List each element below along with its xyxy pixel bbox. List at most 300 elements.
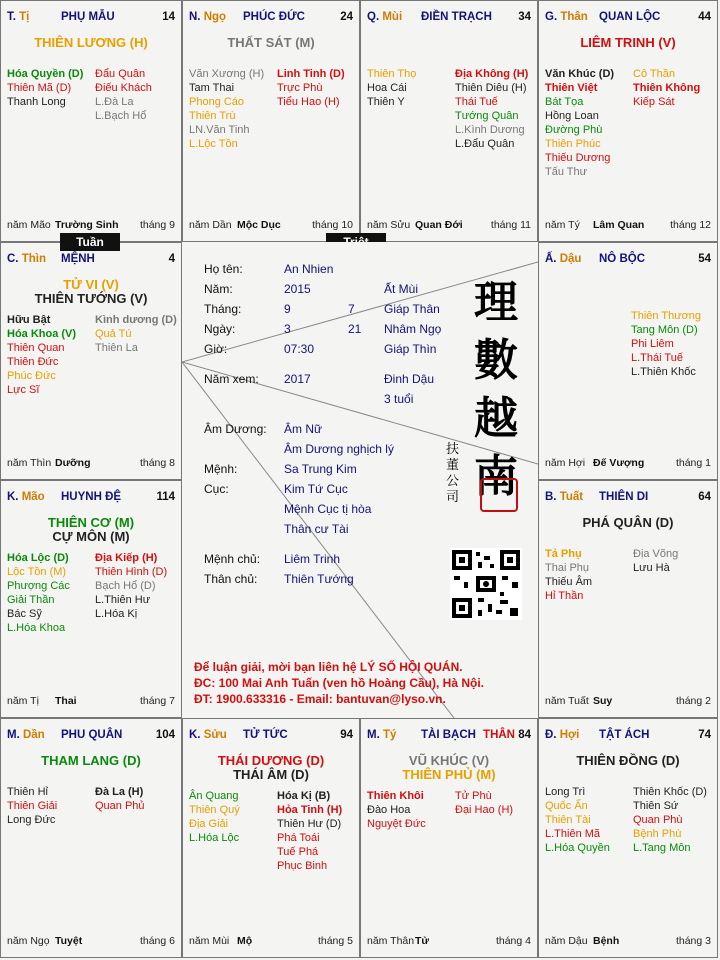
minor-star: L.Hóa Khoa — [7, 622, 66, 634]
footer-stage: Lâm Quan — [593, 219, 645, 231]
palace-branch: Tị — [19, 11, 30, 23]
footer-year: năm Thìn — [7, 457, 52, 469]
red-seal — [480, 478, 518, 512]
palace-position: Ấ. Dậu — [545, 253, 582, 265]
palace-number: 34 — [518, 11, 531, 23]
footer-month: tháng 3 — [675, 935, 711, 947]
palace-position: K. Sửu — [189, 729, 227, 741]
palace-footer — [361, 935, 537, 949]
minor-star: Thai Phụ — [545, 562, 590, 574]
view-year-value: 2017 — [284, 372, 311, 386]
palace-suu[interactable] — [182, 718, 360, 958]
palace-number: 74 — [698, 729, 711, 741]
contact-line-1: Để luận giải, mời bạn liên hệ LÝ SỐ HỘI QUÁN. — [194, 660, 463, 674]
palace-hoi[interactable] — [538, 718, 718, 958]
footer-stage: Dưỡng — [55, 457, 91, 469]
minor-star: L.Thiên Hư — [95, 594, 151, 606]
palace-number: 44 — [698, 11, 711, 23]
name-label: Họ tên: — [204, 262, 243, 276]
palace-ngo[interactable] — [182, 0, 360, 242]
minor-star: Bạch Hổ (D) — [95, 580, 156, 592]
stars-right — [631, 309, 701, 379]
calligraphy-char: 理 — [474, 277, 518, 328]
palace-mao[interactable] — [0, 480, 182, 718]
palace-number: 64 — [698, 491, 711, 503]
small-seal-text — [446, 442, 462, 506]
minor-star: Địa Không (H) — [455, 68, 529, 80]
minor-star: L.Hóa Lộc — [189, 832, 240, 844]
minor-star: Thiên Phúc — [545, 138, 601, 150]
minor-star: Thiên Quý — [189, 804, 240, 816]
minor-star: Ân Quang — [189, 790, 239, 802]
minor-star: Bệnh Phù — [633, 828, 682, 840]
minor-star: Đà La (H) — [95, 786, 144, 798]
palace-header — [1, 729, 181, 745]
palace-than[interactable] — [538, 0, 718, 242]
menh-label: Mệnh: — [204, 462, 238, 476]
minor-star: Điếu Khách — [95, 82, 152, 94]
minor-star: Thiên Quan — [7, 342, 65, 354]
palace-dan[interactable] — [0, 718, 182, 958]
day-can: Nhâm Ngọ — [384, 322, 442, 336]
stars-right — [633, 785, 707, 855]
palace-name: TỬ TỨC — [243, 729, 288, 741]
minor-star: Hữu Bật — [7, 314, 51, 326]
palace-branch: Tý — [382, 729, 397, 741]
footer-month: tháng 1 — [675, 457, 711, 469]
palace-footer — [539, 695, 717, 709]
palace-tuat[interactable] — [538, 480, 718, 718]
palace-header — [1, 11, 181, 27]
minor-star: Hóa Khoa (V) — [7, 328, 77, 340]
footer-month: tháng 7 — [139, 695, 175, 707]
footer-year: năm Dần — [189, 219, 232, 231]
palace-header — [1, 491, 181, 507]
cuc-label: Cục: — [204, 482, 229, 496]
stars-right — [633, 67, 700, 109]
palace-number: 94 — [340, 729, 353, 741]
minor-star: Bát Tọa — [545, 96, 584, 108]
palace-thin[interactable] — [0, 242, 182, 480]
footer-month: tháng 9 — [139, 219, 175, 231]
minor-star: Tướng Quân — [455, 110, 519, 122]
minor-star: Thiên Tài — [545, 814, 591, 826]
palace-ty[interactable] — [360, 718, 538, 958]
minor-star: Cô Thần — [633, 68, 675, 80]
footer-year: năm Tị — [7, 695, 39, 707]
cuc-note-1: Mệnh Cục tị hòa — [284, 502, 372, 516]
minor-star: Long Trì — [545, 786, 586, 798]
footer-stage: Suy — [593, 695, 613, 707]
main-star: THIÊN ĐỒNG (D) — [576, 753, 680, 768]
minor-star: Thiên Mã (D) — [7, 82, 72, 94]
stars-left — [545, 547, 592, 603]
palace-footer — [183, 219, 359, 233]
palace-branch: Ngọ — [203, 11, 227, 23]
palace-position: G. Thân — [545, 11, 588, 23]
minor-star: Bác Sỹ — [7, 608, 42, 620]
main-star: THẤT SÁT (M) — [227, 35, 315, 50]
minor-star: Giải Thần — [7, 594, 55, 606]
minor-star: Long Đức — [7, 814, 56, 826]
minor-star: Kiếp Sát — [633, 96, 675, 108]
palace-header — [361, 11, 537, 27]
minor-star: Phá Toái — [277, 832, 320, 844]
palace-header — [183, 729, 359, 745]
main-star: TỬ VI (V) — [63, 277, 119, 292]
stars-left — [7, 785, 57, 827]
stars-right — [277, 67, 345, 109]
minor-star: Quốc Ấn — [545, 800, 588, 812]
minor-star: Hồng Loan — [545, 110, 599, 122]
minor-star: Thiếu Âm — [545, 576, 593, 588]
palace-header — [361, 729, 537, 745]
palace-name: ĐIỀN TRẠCH — [421, 11, 492, 23]
minor-star: Thiên Không — [633, 82, 701, 94]
minor-star: Đào Hoa — [367, 804, 411, 816]
stars-right — [95, 313, 177, 355]
palace-branch: Tuất — [559, 491, 584, 503]
minor-star: Thiên Việt — [545, 82, 598, 94]
minor-star: Linh Tinh (D) — [277, 68, 345, 80]
calligraphy-logo — [464, 274, 528, 506]
palace-position: Q. Mùi — [367, 11, 403, 23]
minor-star: Phong Cáo — [189, 96, 245, 108]
main-star: LIÊM TRINH (V) — [580, 35, 676, 50]
palace-name: MỆNH — [61, 253, 95, 265]
palace-number: 14 — [162, 11, 175, 23]
name-value: An Nhien — [284, 262, 334, 276]
stars-left — [189, 789, 240, 845]
amduong-note: Âm Dương nghịch lý — [284, 442, 394, 456]
palace-position: B. Tuất — [545, 491, 584, 503]
footer-year: năm Mão — [7, 219, 51, 231]
minor-star: LN.Văn Tinh — [189, 124, 250, 136]
palace-footer — [361, 219, 537, 233]
minor-star: Kình dương (D) — [95, 314, 177, 326]
minor-star: Hoa Cái — [367, 82, 407, 94]
minor-star: L.Tang Môn — [633, 842, 691, 854]
palace-footer — [539, 935, 717, 949]
main-star: THÁI ÂM (D) — [233, 767, 309, 782]
main-star: THAM LANG (D) — [41, 753, 141, 768]
contact-line-3[interactable]: ĐT: 1900.633316 - Email: bantuvan@lyso.vn. — [194, 692, 446, 706]
minor-star: L.Đà La — [95, 96, 134, 108]
palace-name: PHỤ MẪU — [61, 11, 115, 23]
minor-star: Thiên Giải — [7, 800, 58, 812]
menh-chu-value: Liêm Trinh — [284, 552, 341, 566]
palace-number: 84 — [518, 729, 531, 741]
footer-stage: Tuyệt — [55, 935, 83, 947]
footer-year: năm Tý — [545, 219, 580, 231]
minor-star: Lưu Hà — [633, 562, 670, 574]
minor-star: Thiên Trù — [189, 110, 236, 122]
footer-stage: Mộ — [237, 935, 253, 947]
year-value: 2015 — [284, 282, 311, 296]
minor-star: Tử Phù — [455, 790, 492, 802]
amduong-value: Âm Nữ — [284, 422, 323, 436]
stars-left — [367, 67, 416, 109]
minor-star: Hóa Kị (B) — [277, 790, 331, 802]
minor-star: L.Lộc Tồn — [189, 138, 238, 150]
minor-star: Đại Hao (H) — [455, 804, 514, 816]
minor-star: Thiên Đức — [7, 356, 59, 368]
footer-stage: Quan Đới — [415, 219, 463, 231]
hour-label: Giờ: — [204, 342, 228, 356]
main-star: THIÊN LƯƠNG (H) — [34, 35, 148, 50]
qr-code[interactable] — [450, 548, 522, 620]
palace-header — [1, 253, 181, 269]
palace-name: TẬT ÁCH — [599, 729, 650, 741]
minor-star: Văn Xương (H) — [189, 68, 265, 80]
palace-name: HUYNH ĐỆ — [61, 491, 122, 503]
minor-star: Tuế Phá — [277, 846, 319, 858]
footer-month: tháng 10 — [312, 219, 353, 231]
minor-star: L.Thiên Khốc — [631, 366, 696, 378]
minor-star: Thiên Hư (D) — [277, 818, 342, 830]
stars-left — [7, 551, 70, 635]
main-star: THÁI DƯƠNG (D) — [217, 753, 325, 768]
minor-star: Thiên Thương — [631, 310, 702, 322]
minor-star: Phúc Đức — [7, 370, 56, 382]
minor-star: Tả Phụ — [545, 548, 582, 560]
seal-char: 扶 — [446, 442, 460, 457]
minor-star: Thiên Hình (D) — [95, 566, 168, 578]
footer-year: năm Thân — [367, 935, 415, 947]
minor-star: Văn Khúc (D) — [545, 68, 615, 80]
than-marker: THÂN — [483, 729, 515, 741]
stars-left — [367, 789, 426, 831]
day-solar: 3 — [284, 322, 291, 336]
palace-footer — [1, 219, 181, 233]
palace-footer — [1, 695, 181, 709]
calligraphy-char: 南 — [474, 451, 518, 502]
palace-mui[interactable] — [360, 0, 538, 242]
main-star: THIÊN CƠ (M) — [47, 515, 135, 530]
minor-star: Hỏa Tinh (H) — [277, 804, 343, 816]
minor-star: Đường Phù — [545, 124, 603, 136]
month-solar: 9 — [284, 302, 291, 316]
stars-left — [7, 67, 83, 109]
day-label: Ngày: — [204, 322, 236, 336]
stars-right — [633, 547, 678, 575]
palace-dau[interactable] — [538, 242, 718, 480]
footer-month: tháng 11 — [490, 219, 531, 231]
minor-star: Tam Thai — [189, 82, 235, 94]
palace-footer — [1, 457, 181, 471]
minor-star: Thiên La — [95, 342, 138, 354]
minor-star: Nguyệt Đức — [367, 818, 426, 830]
footer-year: năm Tuất — [545, 695, 589, 707]
minor-star: Quan Phù — [633, 814, 683, 826]
footer-stage: Bệnh — [593, 935, 620, 947]
view-year-label: Năm xem: — [204, 372, 259, 386]
minor-star: Thiên Khốc (D) — [633, 786, 707, 798]
footer-month: tháng 4 — [495, 935, 531, 947]
palace-name: NÔ BỘC — [599, 253, 645, 265]
footer-stage: Đế Vượng — [593, 457, 645, 469]
minor-star: Thiên Diêu (H) — [455, 82, 527, 94]
footer-stage: Trường Sinh — [55, 219, 119, 231]
palace-position: Đ. Hợi — [545, 729, 580, 741]
menh-value: Sa Trung Kim — [284, 462, 357, 476]
minor-star: Phi Liêm — [631, 338, 674, 350]
stars-left — [189, 67, 264, 151]
minor-star: Thiên Sứ — [633, 800, 679, 812]
view-year-can: Đinh Dậu — [384, 372, 435, 386]
age-value: 3 tuổi — [384, 392, 414, 406]
palace-header — [183, 11, 359, 27]
minor-star: Phượng Các — [7, 580, 70, 592]
palace-footer — [539, 219, 717, 233]
palace-footer — [183, 935, 359, 949]
month-label: Tháng: — [204, 302, 242, 316]
palace-header — [539, 11, 717, 27]
palace-branch: Thìn — [21, 253, 46, 265]
footer-month: tháng 2 — [675, 695, 711, 707]
year-label: Năm: — [204, 282, 233, 296]
footer-month: tháng 5 — [317, 935, 353, 947]
palace-branch: Dần — [22, 729, 45, 741]
footer-month: tháng 12 — [670, 219, 711, 231]
palace-position: M. Tý — [367, 729, 397, 741]
cuc-note-2: Thân cư Tài — [284, 522, 349, 536]
palace-branch: Mùi — [382, 11, 403, 23]
palace-footer — [1, 935, 181, 949]
palace-name: PHU QUÂN — [61, 729, 123, 741]
minor-star: Tiểu Hao (H) — [277, 96, 340, 108]
center-info-panel — [182, 242, 538, 718]
palace-position: K. Mão — [7, 491, 45, 503]
minor-star: Thiên Hỉ — [7, 786, 48, 798]
stars-left — [545, 67, 614, 179]
footer-stage: Mộc Dục — [237, 219, 281, 231]
palace-position: T. Tị — [7, 11, 30, 23]
minor-star: Đẩu Quân — [95, 68, 146, 80]
palace-number: 4 — [168, 253, 175, 265]
stars-right — [95, 67, 152, 123]
minor-star: Địa Kiếp (H) — [95, 552, 158, 564]
footer-month: tháng 6 — [139, 935, 175, 947]
minor-star: L.Hóa Quyền — [545, 842, 610, 854]
minor-star: Lộc Tồn (M) — [7, 566, 67, 578]
minor-star: Quan Phủ — [95, 800, 145, 812]
minor-star: Địa Giải — [189, 818, 229, 830]
than-chu-label: Thân chủ: — [204, 572, 258, 586]
minor-star: L.Thiên Mã — [545, 828, 601, 840]
day-lunar: 21 — [348, 322, 362, 336]
year-can: Ất Mùi — [384, 282, 419, 296]
calligraphy-char: 數 — [474, 335, 518, 386]
stars-right — [455, 789, 513, 817]
main-star: PHÁ QUÂN (D) — [582, 515, 674, 530]
hour-value: 07:30 — [284, 342, 315, 356]
footer-stage: Tử — [415, 935, 430, 947]
palace-position: M. Dần — [7, 729, 45, 741]
palace-header — [539, 729, 717, 745]
palace-name: PHÚC ĐỨC — [243, 11, 305, 23]
tuan-tag: Tuần — [60, 233, 120, 251]
menh-chu-label: Mệnh chủ: — [204, 552, 261, 566]
calligraphy-text — [464, 274, 528, 506]
minor-star: L.Bạch Hổ — [95, 110, 147, 122]
palace-header — [539, 491, 717, 507]
palace-number: 114 — [156, 491, 175, 503]
minor-star: L.Kình Dương — [455, 124, 525, 136]
minor-star: L.Đẩu Quân — [455, 138, 515, 150]
minor-star: Địa Võng — [633, 548, 679, 560]
month-lunar: 7 — [348, 302, 355, 316]
contact-line-2: ĐC: 100 Mai Anh Tuấn (ven hồ Hoàng Cầu), Hà Nội. — [194, 676, 485, 690]
stars-right — [455, 67, 528, 151]
seal-char: 公 — [446, 474, 460, 489]
cuc-value: Kim Tứ Cục — [284, 482, 348, 496]
minor-star: Thanh Long — [7, 96, 66, 108]
footer-year: năm Sửu — [367, 219, 411, 231]
palace-name: QUAN LỘC — [599, 11, 661, 23]
minor-star: L.Thái Tuế — [631, 352, 683, 364]
calligraphy-char: 越 — [474, 393, 518, 444]
footer-year: năm Ngọ — [7, 935, 50, 947]
stars-left — [545, 785, 610, 855]
palace-branch: Thân — [560, 11, 588, 23]
main-star: THIÊN PHỦ (M) — [402, 767, 496, 782]
footer-year: năm Dậu — [545, 935, 588, 947]
palace-ti[interactable] — [0, 0, 182, 242]
palace-name: TÀI BẠCH — [421, 729, 476, 741]
footer-stage: Thai — [55, 695, 77, 707]
palace-branch: Mão — [21, 491, 45, 503]
minor-star: Quả Tú — [95, 328, 132, 340]
minor-star: Thiên Thọ — [367, 68, 417, 80]
stars-right — [95, 551, 167, 621]
minor-star: Thiếu Dương — [545, 152, 611, 164]
main-star: CỰ MÔN (M) — [52, 529, 130, 544]
minor-star: Trực Phù — [277, 82, 323, 94]
palace-position: N. Ngọ — [189, 11, 227, 23]
palace-header — [539, 253, 717, 269]
hour-can: Giáp Thìn — [384, 342, 437, 356]
seal-char: 司 — [446, 490, 460, 505]
amduong-label: Âm Dương: — [204, 422, 267, 436]
minor-star: Tấu Thư — [545, 166, 588, 178]
palace-number: 54 — [698, 253, 711, 265]
palace-name: THIÊN DI — [599, 491, 649, 503]
stars-right — [95, 785, 145, 813]
month-can: Giáp Thân — [384, 302, 440, 316]
minor-star: Thiên Khôi — [367, 790, 424, 802]
minor-star: Hỉ Thần — [545, 590, 584, 602]
minor-star: Hóa Lộc (D) — [7, 552, 69, 564]
footer-year: năm Mùi — [189, 935, 230, 947]
palace-number: 104 — [155, 729, 175, 741]
stars-left — [7, 313, 76, 397]
minor-star: Tang Môn (D) — [631, 324, 698, 336]
minor-star: L.Hóa Kị — [95, 608, 138, 620]
palace-footer — [539, 457, 717, 471]
palace-branch: Hợi — [559, 729, 580, 741]
palace-position: C. Thìn — [7, 253, 46, 265]
minor-star: Thái Tuế — [455, 96, 498, 108]
minor-star: Thiên Y — [367, 96, 405, 108]
minor-star: Hóa Quyền (D) — [7, 68, 84, 80]
palace-number: 24 — [340, 11, 353, 23]
seal-char: 董 — [446, 458, 460, 473]
footer-month: tháng 8 — [139, 457, 175, 469]
than-chu-value: Thiên Tướng — [284, 572, 354, 586]
footer-year: năm Hợi — [545, 457, 586, 469]
palace-branch: Dậu — [559, 253, 582, 265]
